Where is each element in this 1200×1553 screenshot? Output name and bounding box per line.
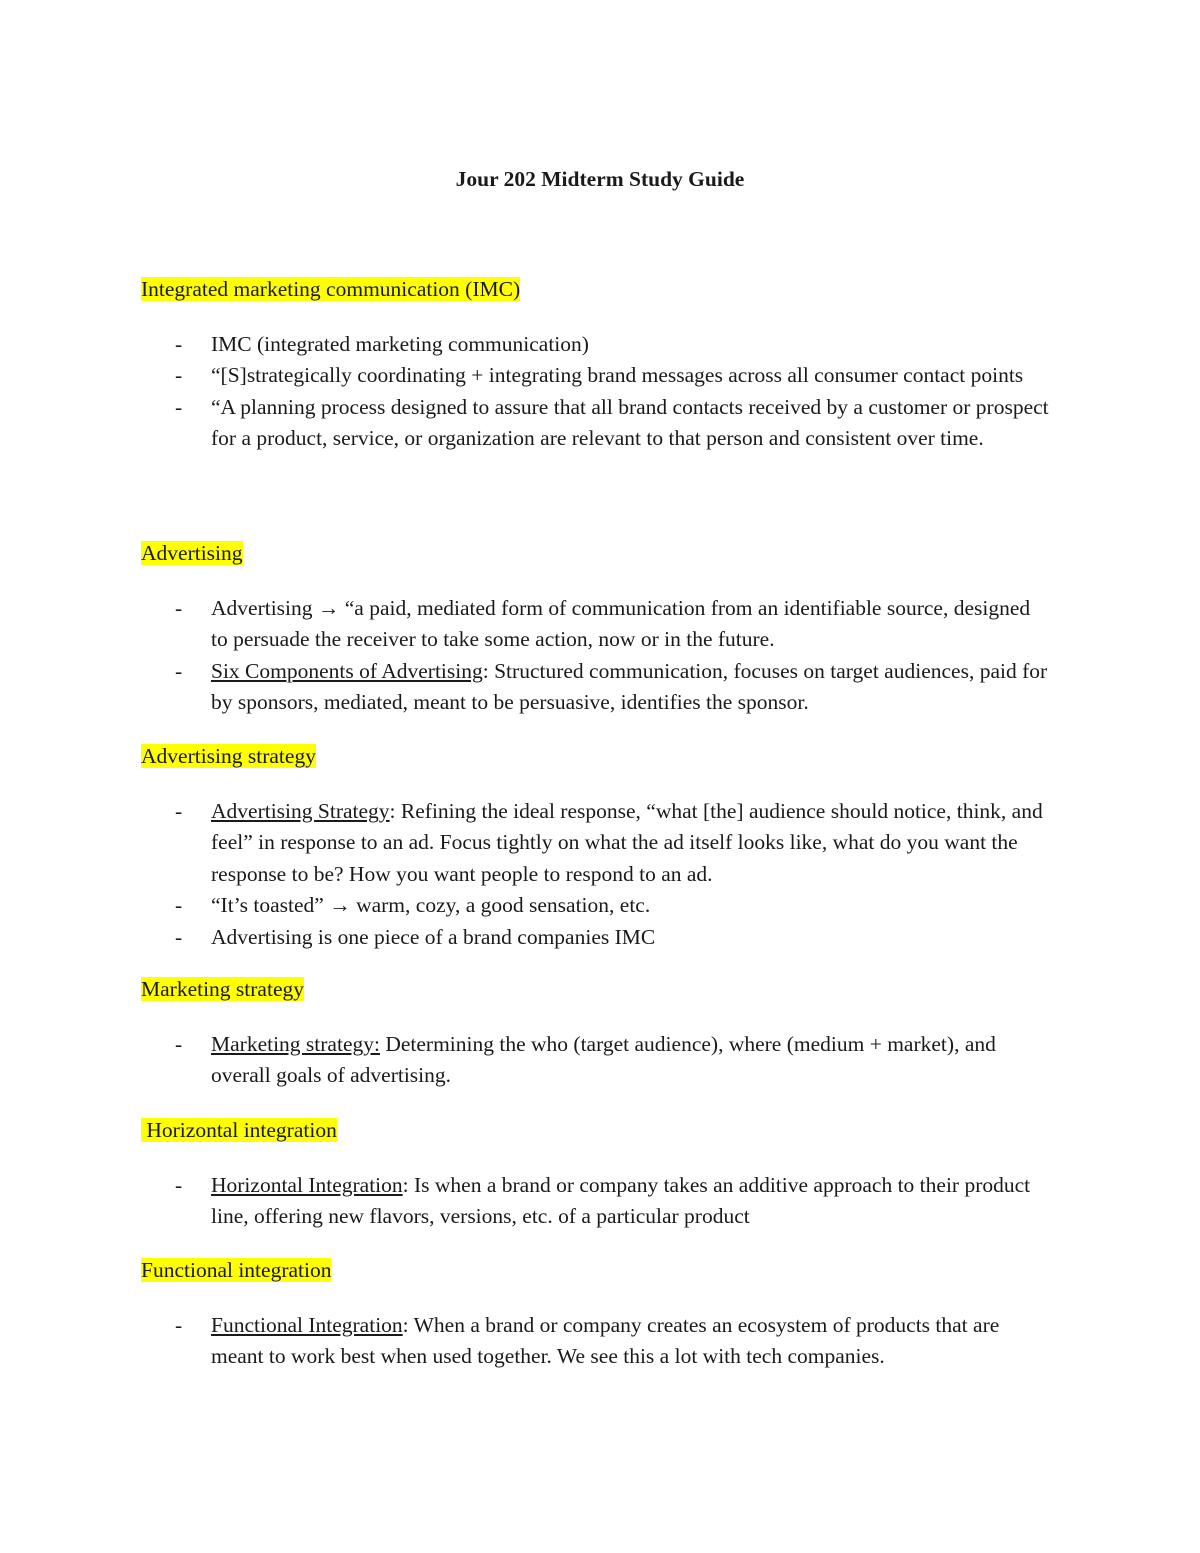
section-horizontal-integration [141,1115,1061,1233]
highlighted-heading-text: Advertising [141,541,243,565]
bullet-dash: - [175,924,183,949]
bullet-term: Six Components of Advertising [211,658,483,683]
list-item [141,1170,1051,1233]
bullet-list [141,1170,1061,1233]
bullet-text: IMC (integrated marketing communication) [211,332,589,356]
bullet-term: Advertising Strategy [211,799,390,823]
section-heading [141,274,1061,305]
section-advertising-strategy [141,741,1061,953]
bullet-dash: - [175,1313,183,1337]
bullet-dash: - [175,363,183,388]
bullet-list [141,329,1061,455]
bullet-dash: - [175,332,183,356]
list-item [141,656,1051,719]
list-item [141,360,1051,391]
list-item [141,329,1051,360]
bullet-dash: - [175,658,183,683]
bullet-text: Advertising → “a paid, mediated form of communication from an identifiable source, designed to persuade the receiver to take some action, now or in the future. [211,596,1031,652]
highlighted-heading-text: Functional integration [141,1258,332,1282]
list-item [141,890,1051,921]
bullet-list [141,593,1061,719]
bullet-list [141,1029,1061,1092]
document-title: Jour 202 Midterm Study Guide [455,167,745,191]
bullet-term: Horizontal Integration [211,1173,403,1197]
highlighted-heading-text: Advertising strategy [141,744,316,768]
list-item [141,796,1051,890]
bullet-text: “[S]strategically coordinating + integrating brand messages across all consumer contact points [211,363,1024,388]
section-heading [141,741,1061,772]
bullet-term: Marketing strategy: [211,1032,380,1056]
bullet-text: “A planning process designed to assure that all brand contacts received by a customer or prospect for a product, service, or organization are relevant to that person and consistent over time. [211,394,1049,451]
section-imc [141,274,1061,455]
bullet-text: : When a brand or company creates an ecosystem of products that are meant to work best when used together. We see this a lot with tech companies. [211,1313,1000,1369]
bullet-text: “It’s toasted” → warm, cozy, a good sensation, etc. [211,893,651,918]
section-advertising [141,538,1061,719]
list-item [141,392,1051,455]
bullet-term: Functional Integration [211,1313,403,1337]
bullet-text: Advertising is one piece of a brand companies IMC [211,924,656,949]
bullet-dash: - [175,596,183,620]
bullet-text: : Is when a brand or company takes an additive approach to their product line, offering new flavors, versions, etc. of a particular product [211,1173,1031,1229]
bullet-list [141,1310,1061,1373]
section-heading [141,1255,1061,1286]
section-marketing-strategy [141,974,1061,1092]
highlighted-heading-text: Horizontal integration [141,1118,337,1142]
list-item [141,1029,1051,1092]
bullet-dash: - [175,394,183,419]
list-item [141,922,1051,953]
bullet-text: Determining the who (target audience), where (medium + market), and overall goals of advertising. [211,1032,996,1088]
bullet-dash: - [175,893,183,918]
bullet-text: : Refining the ideal response, “what [the] audience should notice, think, and feel” in response to an ad. Focus tightly on what the ad itself looks like, what do you want the response to be? How you want people to respond to an ad. [211,799,1043,886]
list-item [141,1310,1051,1373]
section-functional-integration [141,1255,1061,1373]
section-heading [141,1115,1061,1146]
highlighted-heading-text: Marketing strategy [141,977,304,1001]
bullet-dash: - [175,1173,183,1197]
section-heading [141,974,1061,1005]
list-item [141,593,1051,656]
bullet-dash: - [175,1032,183,1056]
highlighted-heading-text: Integrated marketing communication (IMC) [141,277,521,301]
bullet-text: : Structured communication, focuses on target audiences, paid for by sponsors, mediated, meant to be persuasive, identifies the sponsor. [211,658,1048,715]
bullet-list [141,796,1061,953]
section-heading [141,538,1061,569]
bullet-dash: - [175,799,183,823]
